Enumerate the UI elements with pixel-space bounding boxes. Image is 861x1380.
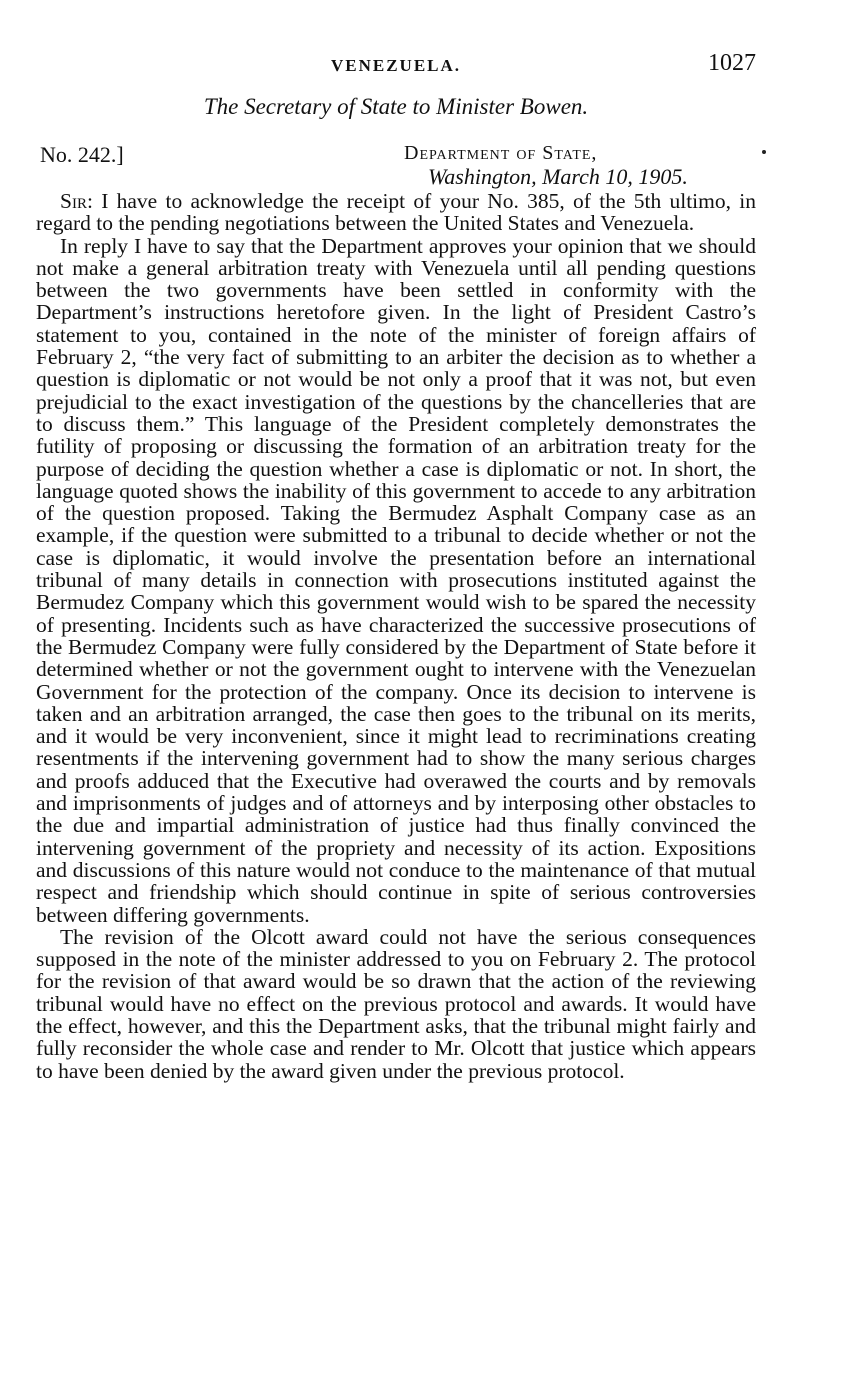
department-name: Department of State, — [404, 142, 598, 164]
running-title: VENEZUELA. — [330, 56, 462, 75]
place-and-date: Washington, March 10, 1905. — [428, 164, 688, 189]
dateline — [36, 142, 756, 190]
paragraph-acknowledgement — [36, 190, 756, 235]
page-number: 1027 — [708, 50, 756, 76]
document-number: No. 242.] — [40, 142, 124, 167]
running-head — [36, 50, 756, 78]
letter-body — [36, 190, 756, 1082]
paragraph-olcott-award: The revision of the Olcott award could not have the serious consequences supposed in the note of the minister addressed to you on February 2. The protocol for the revision of that award would be so drawn that the action of the reviewing tribunal would have no effect on the previous protocol and awards. It would have the effect, however, and this the Department asks, that the tribunal might fairly and fully reconsider the whole case and render to Mr. Olcott that justice which appears to have been denied by the award given under the previous protocol. — [36, 924, 756, 1083]
paragraph-text: I have to acknowledge the receipt of your No. 385, of the 5th ultimo, in regard to the pending negotiations between the United States and Venezuela. — [36, 189, 756, 236]
salutation: Sir: — [60, 189, 93, 213]
paragraph-reply: In reply I have to say that the Department approves your opinion that we should not make a general arbitration treaty with Venezuela until all pending questions between the two governments have been settled in conformity with the Department’s instructions heretofore given. In the light of President Castro’s statement to you, contained in the note of the minister of foreign affairs of February 2, “the very fact of submitting to an arbiter the decision as to whether a question is diplomatic or not would be not only a proof that it was not, but even prejudicial to the exact investigation of the questions by the chancelleries that are to discuss them.” This language of the President completely demonstrates the futility of proposing or discussing the formation of an arbitration treaty for the purpose of deciding the question whether a case is diplomatic or not. In short, the language quoted shows the inability of this government to accede to any arbitration of the question proposed. Taking the Bermudez Asphalt Company case as an example, if the question were submitted to a tribunal to decide whether or not the case is diplomatic, it would involve the presentation before an international tribunal of many details in connection with prosecutions instituted against the Bermudez Company which this government would wish to be spared the necessity of presenting. Incidents such as have characterized the successive prosecutions of the Bermudez Company were fully considered by the Department of State before it determined whether or not the government ought to intervene with the Venezuelan Government for the protection of the company. Once its decision to intervene is taken and an arbitration arranged, the case then goes to the tribunal on its merits, and it would be very inconvenient, since it might lead to recriminations creating resentments if the intervening government had to show the many serious charges and proofs adduced that the Executive had overawed the courts and by removals and imprisonments of judges and of attorneys and by interposing other obstacles to the due and impartial administration of justice had thus finally convinced the intervening government of the propriety and necessity of its action. Expositions and discussions of this nature would not conduce to the maintenance of that mutual respect and friendship which should continue in spite of serious controversies between differing governments. — [36, 233, 756, 927]
letter-heading: The Secretary of State to Minister Bowen. — [203, 94, 589, 119]
print-speck — [762, 150, 766, 154]
